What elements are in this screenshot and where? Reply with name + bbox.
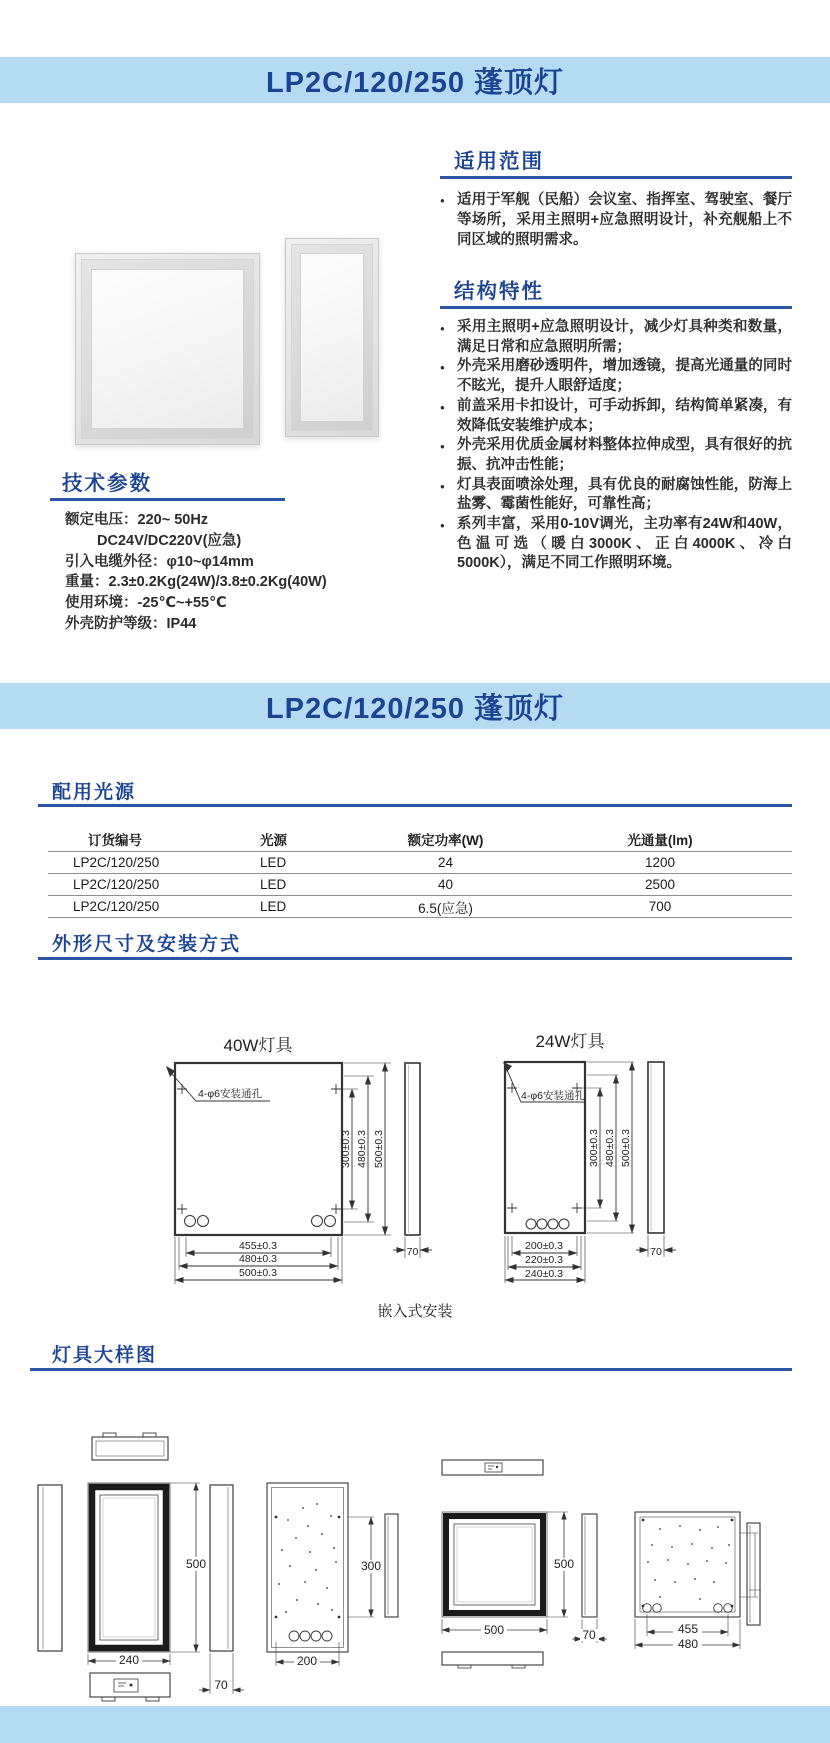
cell-flux: 1200 <box>644 855 676 870</box>
structure-bullet: ● 采用主照明+应急照明设计，减少灯具种类和数量，满足日常和应急照明所需； <box>440 318 792 357</box>
dim-label: 500 <box>185 1557 207 1571</box>
lens-inner <box>457 1527 532 1602</box>
connector-pin <box>130 1684 133 1687</box>
dim-label: 500±0.3 <box>239 1267 277 1279</box>
dim-label: 200 <box>296 1654 318 1668</box>
structure-bullet: ● 外壳采用磨砂透明件，增加透镜，提高光通量的同时不眩光，提升人眼舒适度； <box>440 357 792 396</box>
gland-hole <box>322 1631 332 1641</box>
section-rule <box>30 1368 792 1371</box>
page-title-2: LP2C/120/250 蓬顶灯 <box>265 692 565 725</box>
section-heading-structure: 结构特性 <box>454 280 544 303</box>
dim-label: 240±0.3 <box>525 1268 563 1280</box>
table-row <box>48 896 792 918</box>
dim-label: 70 <box>214 1678 228 1692</box>
drawing-label-24w: 24W灯具 <box>535 1032 605 1051</box>
section-heading-tech-params: 技术参数 <box>62 472 152 495</box>
cable-hole <box>312 1216 323 1227</box>
top-view-inner <box>96 1441 164 1456</box>
application-paragraph <box>440 190 792 250</box>
top-view-24w <box>92 1437 168 1460</box>
section-rule <box>50 498 285 501</box>
cell-order-code: LP2C/120/250 <box>73 877 160 892</box>
cell-power: 24 <box>437 855 454 870</box>
gland-hole <box>724 1604 733 1613</box>
dim-label: 480±0.3 <box>604 1129 616 1167</box>
tech-param-line: 外壳防护等级：IP44 <box>65 615 197 632</box>
tech-params-block <box>65 510 327 635</box>
cell-source: LED <box>260 899 287 914</box>
structure-bullet: ● 前盖采用卡扣设计，可手动拆卸，结构简单紧凑，有效降低安装维护成本； <box>440 397 792 436</box>
dim-label: 500 <box>553 1557 575 1571</box>
section-heading-dimensions: 外形尺寸及安装方式 <box>52 934 242 955</box>
dim-label-depth: 70 <box>650 1246 662 1258</box>
dim-label: 300±0.3 <box>588 1129 600 1167</box>
dim-label: 500 <box>483 1623 505 1637</box>
panel-lens <box>300 253 364 422</box>
connector-box <box>485 1463 502 1472</box>
col-header-power: 额定功率(W) <box>407 833 484 848</box>
dim-label: 500±0.3 <box>620 1129 632 1167</box>
product-photo-small-panel <box>285 238 379 437</box>
dim-label: 300±0.3 <box>340 1130 352 1168</box>
cell-power: 40 <box>437 877 454 892</box>
light-source-table <box>48 827 792 918</box>
back-view-24w <box>267 1483 348 1652</box>
cell-power: 6.5(应急) <box>418 900 473 916</box>
dim-label: 300 <box>360 1559 382 1573</box>
dim-label: 480 <box>677 1637 699 1651</box>
lens-outline <box>100 1495 158 1640</box>
mounting-hole-note: 4-φ6安装通孔 <box>198 1088 262 1100</box>
dim-label: 500±0.3 <box>373 1130 385 1168</box>
front-view-40w-detail <box>442 1512 547 1617</box>
tech-param-line: 使用环境：-25℃~+55℃ <box>65 595 227 612</box>
gland-hole <box>643 1604 652 1613</box>
gland-hole <box>714 1604 723 1613</box>
back-view-inner <box>272 1488 344 1648</box>
mounting-hole-cross-marks <box>177 1084 341 1214</box>
tech-param-line: 引入电缆外径：φ10~φ14mm <box>65 553 254 570</box>
structure-bullet-list <box>440 318 792 574</box>
tech-param-line: DC24V/DC220V(应急) <box>97 532 242 549</box>
bottom-view-40w <box>442 1652 543 1665</box>
clip-tab <box>103 1433 116 1437</box>
side-view-40w-detail <box>582 1514 597 1617</box>
header-bar-2 <box>0 683 830 729</box>
cable-hole <box>185 1216 196 1227</box>
gland-hole <box>300 1631 310 1641</box>
mounting-hole-note: 4-φ6安装通孔 <box>521 1090 585 1102</box>
left-side-view-40w <box>385 1514 398 1617</box>
section-rule <box>440 176 792 179</box>
hole-span-bracket <box>740 1533 761 1597</box>
col-header-flux: 光通量(lm) <box>627 833 693 848</box>
structure-bullet: ● 灯具表面喷涂处理，具有优良的耐腐蚀性能，防海上盐雾、霉菌性能好，可靠性高； <box>440 476 792 515</box>
cable-hole <box>198 1216 209 1227</box>
top-view-40w <box>442 1460 543 1475</box>
table-row <box>48 874 792 896</box>
dim-label: 480±0.3 <box>239 1253 277 1265</box>
section-rule <box>38 804 792 807</box>
structure-bullet: ● 系列丰富，采用0-10V调光，主功率有24W和40W，色温可选（暖白3000K、正白4000K、冷白5000K），满足不同工作照明环境。 <box>440 515 792 574</box>
mid-side-view-24w <box>210 1485 233 1651</box>
front-frame <box>446 1516 543 1613</box>
col-header-order-code: 订货编号 <box>88 833 142 848</box>
dim-label: 220±0.3 <box>525 1254 563 1266</box>
section-rule <box>38 957 792 960</box>
tech-param-line: 重量：2.3±0.2Kg(24W)/3.8±0.2Kg(40W) <box>65 574 327 591</box>
cell-source: LED <box>260 877 287 892</box>
lens-inner <box>103 1498 155 1637</box>
cable-hole <box>537 1219 547 1229</box>
side-view-24w <box>648 1062 664 1233</box>
detail-drawing-svg <box>20 1422 810 1710</box>
footer-bar <box>0 1706 830 1743</box>
dim-label-depth: 70 <box>406 1246 419 1258</box>
cable-hole <box>548 1219 558 1229</box>
drawing-label-40w: 40W灯具 <box>223 1036 293 1055</box>
application-bullet: ● 适用于军舰（民船）会议室、指挥室、驾驶室、餐厅等场所，采用主照明+应急照明设计，补充舰船上不同区域的照明需求。 <box>440 190 792 250</box>
cable-hole <box>325 1216 336 1227</box>
cable-hole <box>559 1219 569 1229</box>
right-side-view-40w <box>747 1523 760 1625</box>
left-side-view-24w <box>38 1485 62 1651</box>
product-photo-large-panel <box>75 253 260 445</box>
cell-order-code: LP2C/120/250 <box>73 855 160 870</box>
connector-pin <box>496 1466 498 1468</box>
mount-type-label: 嵌入式安装 <box>377 1303 453 1320</box>
page-title: LP2C/120/250 蓬顶灯 <box>265 66 565 99</box>
cell-order-code: LP2C/120/250 <box>73 899 160 914</box>
cable-hole <box>526 1219 536 1229</box>
connector-glyph <box>118 1683 126 1686</box>
table-row <box>48 852 792 874</box>
section-heading-light-source: 配用光源 <box>52 782 137 803</box>
table-header-row <box>48 827 792 852</box>
gland-hole <box>289 1631 299 1641</box>
clip-tab <box>146 1697 159 1701</box>
section-heading-application: 适用范围 <box>454 150 544 173</box>
connector-glyph <box>488 1466 494 1469</box>
cell-flux: 700 <box>648 899 672 914</box>
panel-lens <box>91 269 244 429</box>
col-header-source: 光源 <box>260 833 287 848</box>
mounting-hole-cross-marks <box>507 1083 582 1213</box>
connector-box <box>114 1679 138 1692</box>
gland-hole <box>311 1631 321 1641</box>
side-view-40w <box>405 1063 420 1235</box>
dim-label: 455±0.3 <box>239 1240 277 1252</box>
cell-source: LED <box>260 855 287 870</box>
dim-label: 200±0.3 <box>525 1240 563 1252</box>
dimension-drawing-svg <box>130 1025 710 1325</box>
dim-label: 240 <box>118 1653 140 1667</box>
lens-outline <box>454 1524 535 1605</box>
detail-drawings <box>20 1422 810 1710</box>
section-rule <box>440 306 792 309</box>
clip-tab <box>143 1433 156 1437</box>
dimension-drawings <box>130 1025 710 1325</box>
cell-flux: 2500 <box>644 877 676 892</box>
gland-hole <box>653 1604 662 1613</box>
structure-bullet: ● 外壳采用优质金属材料整体拉伸成型，具有很好的抗振、抗冲击性能； <box>440 436 792 475</box>
clip-tab <box>102 1697 115 1701</box>
dim-label: 455 <box>677 1622 699 1636</box>
tech-param-line: 额定电压：220~ 50Hz <box>65 512 209 528</box>
dim-label: 70 <box>582 1628 596 1642</box>
dim-label: 480±0.3 <box>356 1130 368 1168</box>
section-heading-detail: 灯具大样图 <box>52 1345 158 1366</box>
header-bar <box>0 57 830 103</box>
